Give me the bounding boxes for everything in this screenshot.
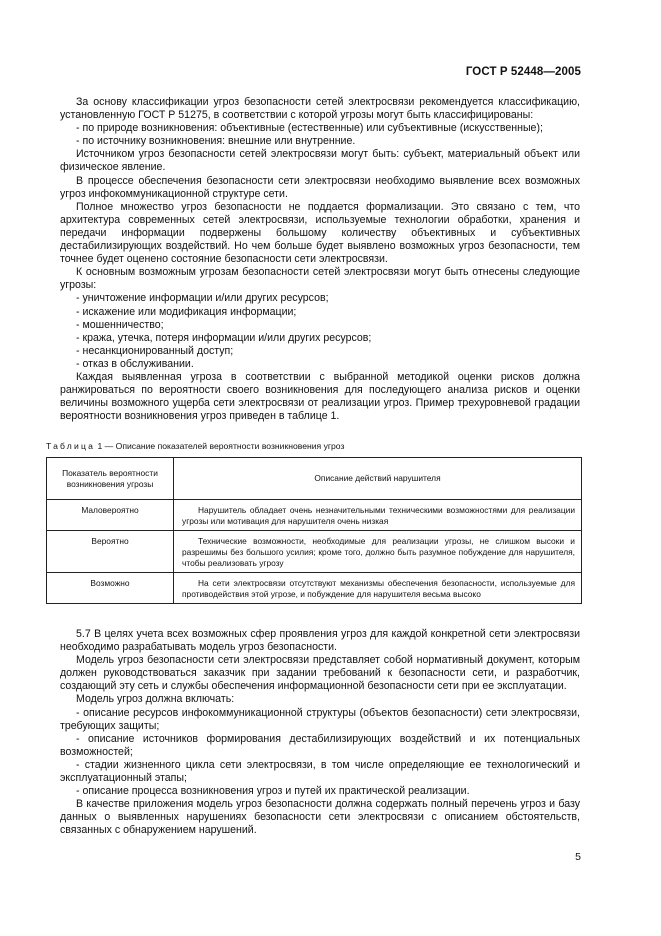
- probability-level: Возможно: [90, 578, 130, 588]
- violator-description: На сети электросвязи отсутствуют механизмы обеспечения безопасности, используемые для противодействия этой угрозе, и побуждение для нарушителя весьма высоко: [182, 578, 575, 599]
- list-item: - стадии жизненного цикла сети электросвязи, в том числе определяющие ее технологический и эксплуатационный этапы;: [60, 758, 580, 785]
- table-row: [47, 531, 582, 573]
- paragraph: 5.7 В целях учета всех возможных сфер проявления угроз для каждой конкретной сети электросвязи необходимо разрабатывать модель угроз безопасности.: [60, 628, 580, 654]
- list-item: - по природе возникновения: объективные (естественные) или субъективные (искусственные);: [76, 122, 543, 135]
- violator-description: Технические возможности, необходимые для реализации угрозы, не слишком высоки и разрешимы без большого усилия; кроме того, должно быть разумное побуждение для нарушителя, чтобы реализовать угрозу: [182, 536, 575, 568]
- list-item: - описание ресурсов инфокоммуникационной структуры (объектов безопасности) сети электросвязи, требующих защиты;: [60, 706, 580, 732]
- list-item: - мошенничество;: [76, 318, 164, 331]
- threat-probability-table: [46, 457, 582, 604]
- list-item: - по источнику возникновения: внешние или внутренние.: [76, 135, 356, 148]
- violator-description: Нарушитель обладает очень незначительными техническими возможностями для реализации угрозы или мотивация для нарушителя очень низкая: [182, 505, 575, 526]
- paragraph: Каждая выявленная угроза в соответствии с выбранной методикой оценки рисков должна ранжироваться по вероятности своего возникновения для последующего анализа рисков и оценки величины возможного ущерба сети электросвязи от реализации угроз. Пример трехуровневой градации вероятности возникновения угроз приведен в таблице 1.: [60, 370, 580, 423]
- paragraph: В качестве приложения модель угроз безопасности должна содержать полный перечень угроз и базу данных о выявленных нарушениях безопасности сети электросвязи с описанием обстоятельств, связанных с обнаружением нарушений.: [60, 798, 580, 837]
- table-caption-label: Таблица: [46, 441, 96, 451]
- list-item: - описание процесса возникновения угроз и путей их практической реализации.: [76, 785, 470, 798]
- section-threat-classification: [60, 96, 580, 423]
- paragraph: Модель угроз безопасности сети электросвязи представляет собой нормативный документ, которым должен руководствоваться заказчик при задании требований к безопасности сети, и разработчик, создающий эту сеть и службы обеспечения информационной безопасности сети при ее эксплуатации.: [60, 654, 580, 693]
- table-row: [47, 573, 582, 604]
- page-number: 5: [575, 851, 581, 863]
- probability-level: Маловероятно: [81, 505, 139, 515]
- list-item: - отказ в обслуживании.: [76, 357, 194, 370]
- probability-level: Вероятно: [91, 536, 129, 546]
- document-number: ГОСТ Р 52448—2005: [465, 66, 581, 78]
- list-item: - уничтожение информации и/или других ресурсов;: [76, 292, 329, 305]
- table-header-row: [47, 458, 582, 500]
- paragraph: Источником угроз безопасности сетей электросвязи могут быть: субъект, материальный объект или физическое явление.: [60, 148, 580, 174]
- table-row: [47, 500, 582, 531]
- paragraph: Модель угроз должна включать:: [76, 693, 235, 706]
- list-item: - искажение или модификация информации;: [76, 305, 297, 318]
- paragraph: Полное множество угроз безопасности не поддается формализации. Это связано с тем, что архитектура современных сетей электросвязи, используемые технологии обработки, хранения и передачи информации подвержены большому количеству объективных и субъективных дестабилизирующих воздействий. Но чем больше будет выявлено возможных угроз безопасности, тем точнее будет оценено состояние безопасности сети электросвязи.: [60, 200, 580, 266]
- list-item: - кража, утечка, потеря информации и/или других ресурсов;: [76, 331, 372, 344]
- list-item: - несанкционированный доступ;: [76, 344, 234, 357]
- list-item: - описание источников формирования дестабилизирующих воздействий и их потенциальных возможностей;: [60, 732, 580, 758]
- paragraph: За основу классификации угроз безопасности сетей электросвязи рекомендуется классификацию, установленную ГОСТ Р 51275, в соответствии с которой угрозы могут быть классифицированы:: [60, 96, 580, 122]
- paragraph: В процессе обеспечения безопасности сети электросвязи необходимо выявление всех возможных угроз инфокоммуникационной структуре сети.: [60, 174, 580, 200]
- paragraph: К основным возможным угрозам безопасности сетей электросвязи могут быть отнесены следующие угрозы:: [60, 266, 580, 292]
- column-header-probability: Показатель вероятности возникновения угрозы: [47, 458, 174, 500]
- table-caption: [46, 441, 586, 452]
- column-header-description: Описание действий нарушителя: [174, 458, 582, 500]
- section-threat-model: [60, 628, 580, 838]
- table-caption-text: 1 — Описание показателей вероятности возникновения угроз: [97, 441, 345, 451]
